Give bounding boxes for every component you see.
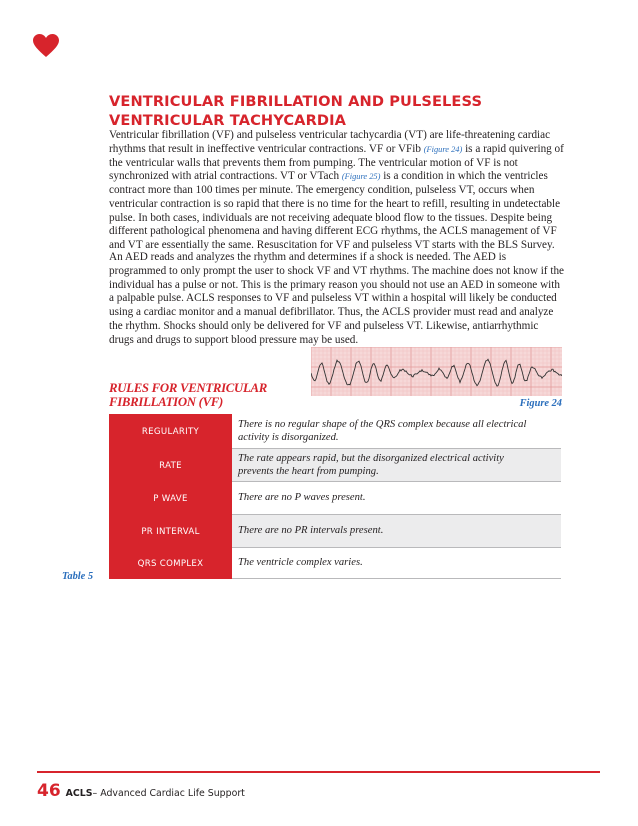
table-row xyxy=(109,449,561,482)
intro-paragraph: Ventricular fibrillation (VF) and pulseless ventricular tachycardia (VT) are life-threatening cardiac rhythms that result in ineffective ventricular contractions. VF or VFib (Figure 24) is a rapid quivering of the ventricular walls that prevents them from pumping. The ventricular motion of VF is not synchronized with atrial contractions. VT or VTach (Figure 25) is a condition in which the ventricles contract more than 100 times per minute. The emergency condition, pulseless VT, occurs when ventricular contraction is so rapid that there is no time for the heart to refill, resulting in undetectable pulse. In both cases, individuals are not receiving adequate blood flow to the tissues. Despite being different pathological phenomena and having different ECG rhythms, the ACLS management of VF and VT are essentially the same. Resuscitation for VF and pulseless VT starts with the BLS Survey. xyxy=(109,129,564,251)
row-value: There is no regular shape of the QRS complex because all electrical activity is disorganized. xyxy=(238,419,527,443)
footer xyxy=(37,781,245,801)
table-label: Table 5 xyxy=(62,571,94,582)
rules-heading: RULES FOR VENTRICULAR FIBRILLATION (VF) xyxy=(109,381,267,409)
section-title: VENTRICULAR FIBRILLATION AND PULSELESS VENTRICULAR TACHYCARDIA xyxy=(109,93,483,129)
figure-24-reference[interactable]: (Figure 24) xyxy=(423,144,463,154)
row-label: P WAVE xyxy=(109,482,232,515)
figure-25-reference[interactable]: (Figure 25) xyxy=(341,172,381,182)
table-row xyxy=(109,414,561,449)
page-number: 46 xyxy=(37,781,61,801)
row-value: There are no P waves present. xyxy=(238,492,366,504)
row-label: PR INTERVAL xyxy=(109,515,232,548)
heart-icon xyxy=(33,34,59,58)
footer-acls: ACLS xyxy=(65,788,93,799)
row-label: RATE xyxy=(109,449,232,482)
row-value: The ventricle complex varies. xyxy=(238,557,363,569)
aed-paragraph: An AED reads and analyzes the rhythm and determines if a shock is needed. The AED is programmed to only prompt the user to shock VF and VT rhythms. The machine does not know if the individual has a pulse or not. This is the primary reason you should not use an AED in someone with a palpable pulse. ACLS responses to VF and pulseless VT within a hospital will likely be conducted using a cardiac monitor and a manual defibrillator. Thus, the ACLS provider must read and analyze the rhythm. Shocks should only be delivered for VF and pulseless VT. Likewise, antiarrhythmic drugs and drugs to support blood pressure may be used. xyxy=(109,251,564,346)
table-row xyxy=(109,548,561,579)
footer-divider xyxy=(37,771,600,773)
row-divider xyxy=(232,578,561,579)
row-value: The rate appears rapid, but the disorganized electrical activity prevents the heart from pumping. xyxy=(232,449,561,482)
table-row xyxy=(109,515,561,548)
ecg-waveform xyxy=(311,347,562,396)
row-value: There are no PR intervals present. xyxy=(232,515,561,548)
rules-table xyxy=(109,414,561,579)
row-label: QRS COMPLEX xyxy=(109,548,232,579)
ecg-strip xyxy=(311,347,562,396)
figure-label: Figure 24 xyxy=(519,398,562,409)
footer-subtitle: – Advanced Cardiac Life Support xyxy=(92,788,245,799)
table-row xyxy=(109,482,561,515)
row-label: REGULARITY xyxy=(109,414,232,449)
